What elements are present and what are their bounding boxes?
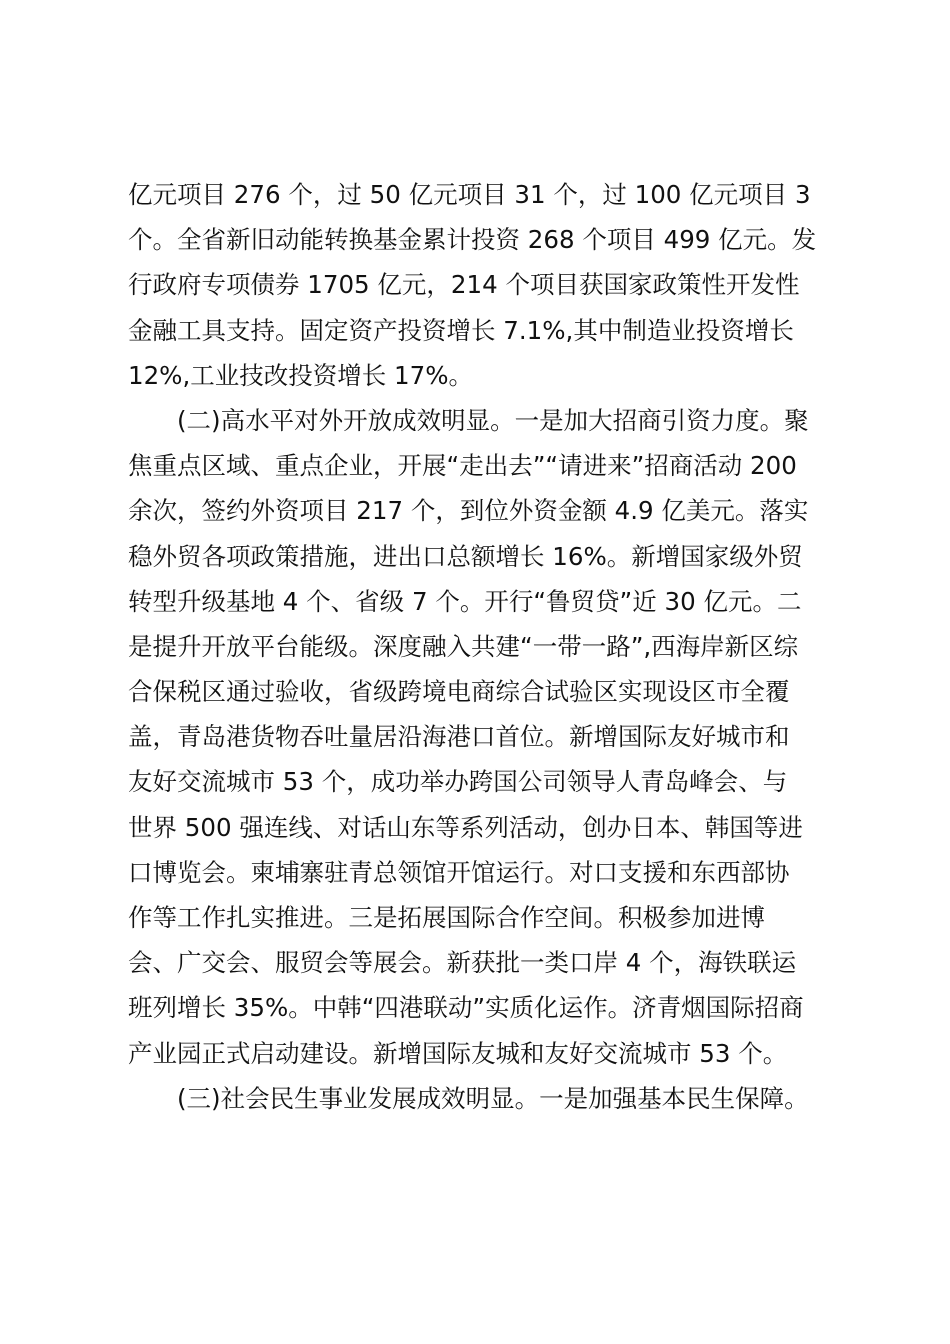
text-line: 焦重点区域、重点企业，开展“走出去”“请进来”招商活动 200 (128, 451, 797, 481)
text-line: 亿元项目 276 个，过 50 亿元项目 31 个，过 100 亿元项目 3 (128, 180, 811, 209)
text-line: 个。全省新旧动能转换基金累计投资 268 个项目 499 亿元。发 (128, 225, 817, 255)
text-line: 余次，签约外资项目 217 个，到位外资金额 4.9 亿美元。落实 (128, 496, 809, 526)
text-line: 转型升级基地 4 个、省级 7 个。开行“鲁贸贷”近 30 亿元。二 (128, 586, 802, 616)
text-line: 友好交流城市 53 个，成功举办跨国公司领导人青岛峰会、与 (128, 767, 788, 797)
text-line: 作等工作扎实推进。三是拓展国际合作空间。积极参加进博 (128, 903, 765, 932)
text-line: 合保税区通过验收，省级跨境电商综合试验区实现设区市全覆 (128, 677, 790, 707)
text-line: 产业园正式启动建设。新增国际友城和友好交流城市 53 个。 (128, 1038, 788, 1068)
paragraph-start-line: (二)高水平对外开放成效明显。一是加大招商引资力度。聚 (177, 405, 809, 435)
text-line: 世界 500 强连线、对话山东等系列活动，创办日本、韩国等进 (128, 812, 803, 842)
text-line: 行政府专项债券 1705 亿元，214 个项目获国家政策性开发性 (128, 270, 800, 300)
text-line: 12%,工业技改投资增长 17%。 (128, 360, 473, 390)
text-line: 是提升开放平台能级。深度融入共建“一带一路”,西海岸新区综 (128, 631, 799, 661)
body-text (128, 172, 828, 1121)
paragraph-start-line: (三)社会民生事业发展成效明显。一是加强基本民生保障。 (177, 1083, 809, 1113)
text-line: 班列增长 35%。中韩“四港联动”实质化运作。济青烟国际招商 (128, 993, 804, 1023)
text-line: 口博览会。柬埔寨驻青总领馆开馆运行。对口支援和东西部协 (128, 857, 790, 887)
text-line: 金融工具支持。固定资产投资增长 7.1%,其中制造业投资增长 (128, 315, 794, 345)
text-line: 稳外贸各项政策措施，进出口总额增长 16%。新增国家级外贸 (128, 541, 803, 571)
text-line: 盖，青岛港货物吞吐量居沿海港口首位。新增国际友好城市和 (128, 722, 790, 752)
text-line: 会、广交会、服贸会等展会。新获批一类口岸 4 个，海铁联运 (128, 948, 797, 978)
